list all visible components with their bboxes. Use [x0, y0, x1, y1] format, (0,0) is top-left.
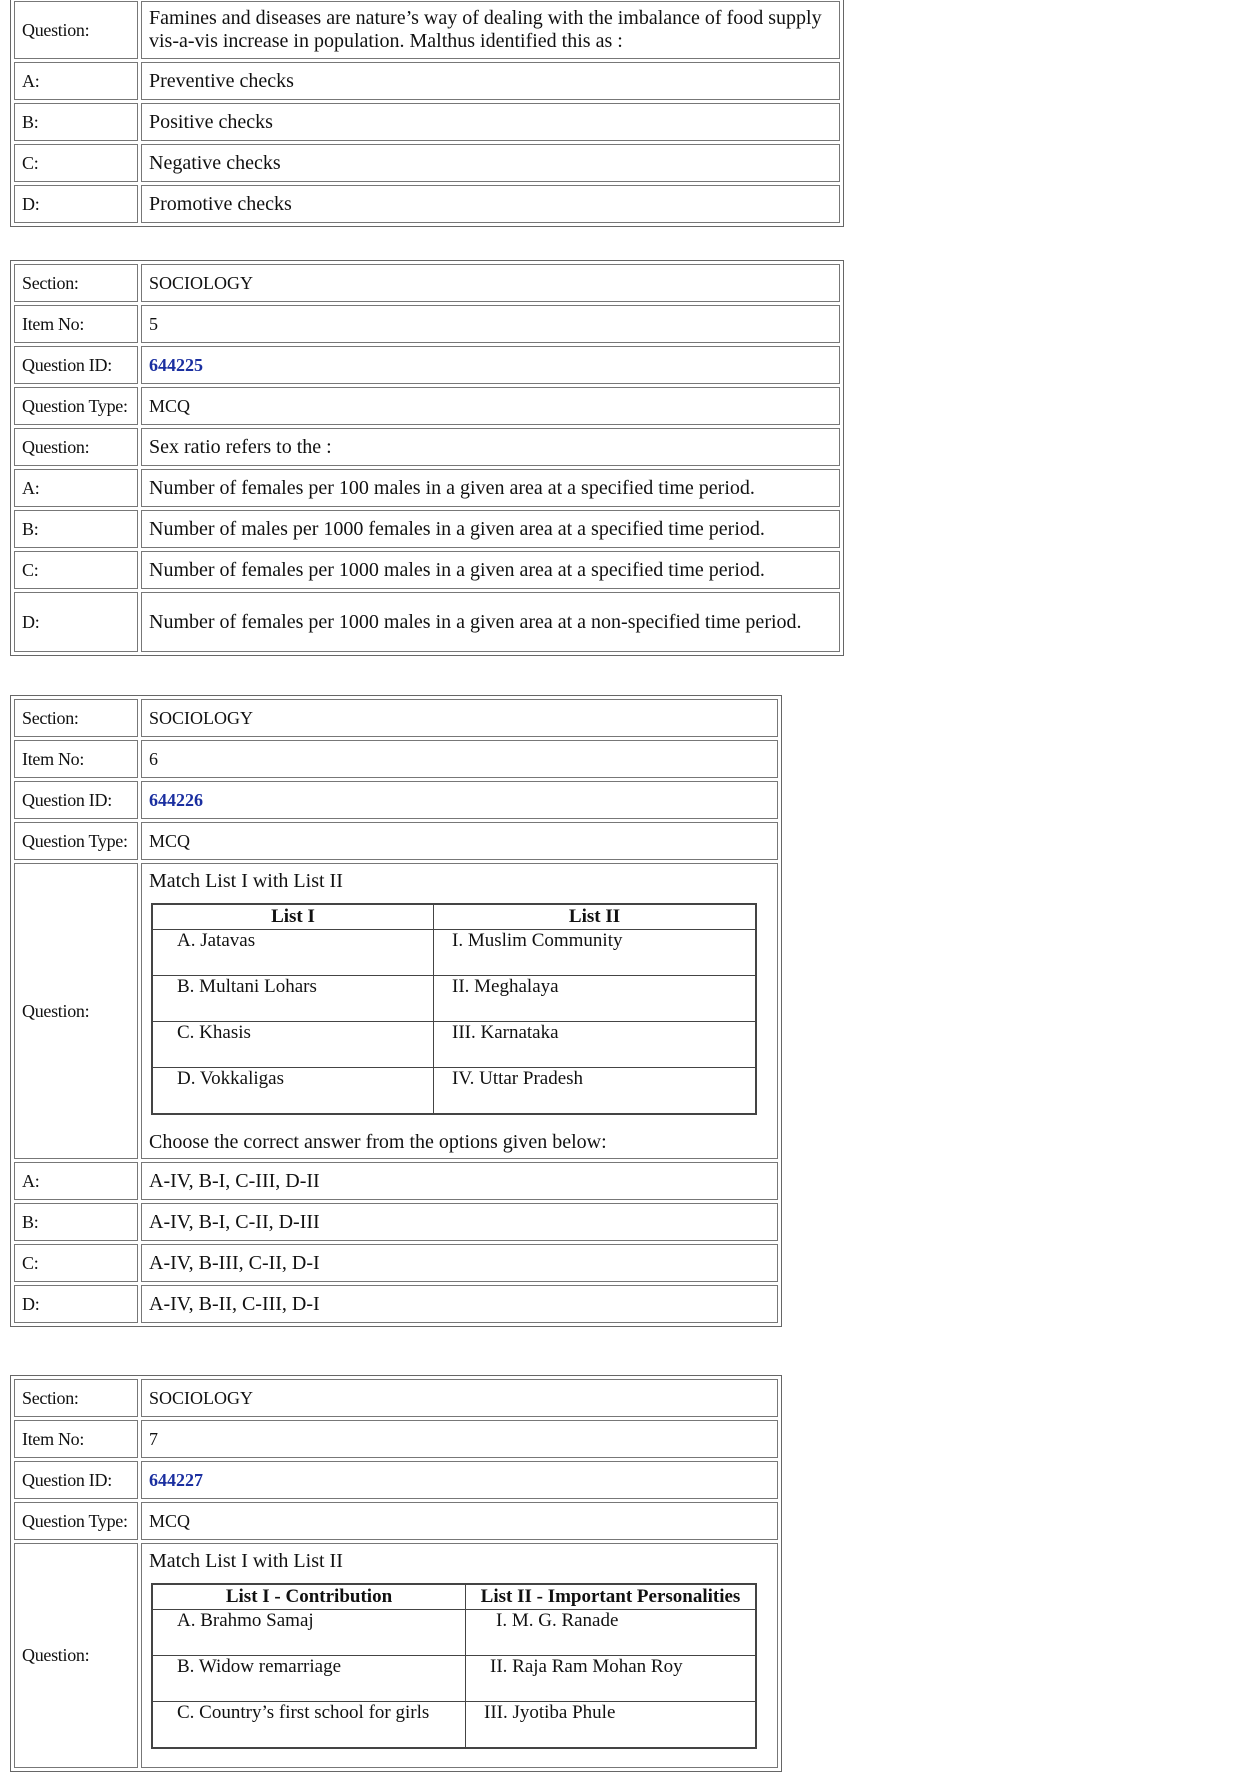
question-type-label: Question Type:: [14, 1502, 138, 1540]
question-block-5: [10, 260, 844, 656]
list-i-cell: A. Brahmo Samaj: [152, 1610, 466, 1656]
option-b-text: A-IV, B-I, C-II, D-III: [141, 1203, 778, 1241]
question-type-value: MCQ: [141, 822, 778, 860]
item-no-value: 7: [141, 1420, 778, 1458]
section-label: Section:: [14, 699, 138, 737]
option-b-label: B:: [14, 103, 138, 141]
question-outro: Choose the correct answer from the options given below:: [149, 1131, 607, 1153]
table-row: [152, 1702, 756, 1749]
option-a-text: Preventive checks: [141, 62, 840, 100]
option-b-label: B:: [14, 1203, 138, 1241]
question-id-label: Question ID:: [14, 781, 138, 819]
list-ii-cell: I. M. G. Ranade: [466, 1610, 757, 1656]
option-b-label: B:: [14, 510, 138, 548]
list-ii-cell: I. Muslim Community: [434, 930, 757, 976]
question-body: [141, 863, 778, 1159]
section-value: SOCIOLOGY: [141, 1379, 778, 1417]
option-c-text: Number of females per 1000 males in a given area at a specified time period.: [141, 551, 840, 589]
item-no-label: Item No:: [14, 305, 138, 343]
list-i-cell: A. Jatavas: [152, 930, 434, 976]
item-no-value: 5: [141, 305, 840, 343]
question-type-value: MCQ: [141, 1502, 778, 1540]
item-no-value: 6: [141, 740, 778, 778]
option-c-label: C:: [14, 551, 138, 589]
option-d-text: Number of females per 1000 males in a given area at a non-specified time period.: [141, 592, 840, 652]
question-text: Famines and diseases are nature’s way of dealing with the imbalance of food supply vis-a-vis increase in population. Malthus identified this as :: [141, 1, 840, 59]
question-id-value: 644226: [141, 781, 778, 819]
list-ii-cell: IV. Uttar Pradesh: [434, 1068, 757, 1115]
table-row: [152, 1068, 756, 1115]
option-a-text: Number of females per 100 males in a given area at a specified time period.: [141, 469, 840, 507]
question-block-4: [10, 0, 844, 227]
option-a-label: A:: [14, 1162, 138, 1200]
question-type-value: MCQ: [141, 387, 840, 425]
option-d-text: A-IV, B-II, C-III, D-I: [141, 1285, 778, 1323]
list-i-cell: B. Widow remarriage: [152, 1656, 466, 1702]
question-block-7: [10, 1375, 782, 1772]
option-a-text: A-IV, B-I, C-III, D-II: [141, 1162, 778, 1200]
list-ii-header: List II - Important Personalities: [466, 1584, 757, 1610]
list-i-cell: C. Khasis: [152, 1022, 434, 1068]
question-label: Question:: [14, 428, 138, 466]
list-i-cell: B. Multani Lohars: [152, 976, 434, 1022]
item-no-label: Item No:: [14, 1420, 138, 1458]
question-id-value: 644227: [141, 1461, 778, 1499]
list-i-cell: C. Country’s first school for girls: [152, 1702, 466, 1749]
option-c-text: Negative checks: [141, 144, 840, 182]
question-intro: Match List I with List II: [149, 1550, 343, 1572]
list-i-header: List I: [152, 904, 434, 930]
option-b-text: Number of males per 1000 females in a given area at a specified time period.: [141, 510, 840, 548]
option-c-text: A-IV, B-III, C-II, D-I: [141, 1244, 778, 1282]
option-d-label: D:: [14, 1285, 138, 1323]
question-label: Question:: [14, 1, 138, 59]
option-d-label: D:: [14, 592, 138, 652]
question-label: Question:: [14, 863, 138, 1159]
list-i-cell: D. Vokkaligas: [152, 1068, 434, 1115]
question-type-label: Question Type:: [14, 387, 138, 425]
option-c-label: C:: [14, 1244, 138, 1282]
option-c-label: C:: [14, 144, 138, 182]
option-b-text: Positive checks: [141, 103, 840, 141]
question-id-value: 644225: [141, 346, 840, 384]
match-table: [151, 903, 757, 1115]
list-ii-header: List II: [434, 904, 757, 930]
section-label: Section:: [14, 264, 138, 302]
question-label: Question:: [14, 1543, 138, 1768]
section-label: Section:: [14, 1379, 138, 1417]
item-no-label: Item No:: [14, 740, 138, 778]
option-a-label: A:: [14, 469, 138, 507]
option-d-text: Promotive checks: [141, 185, 840, 223]
question-text: Sex ratio refers to the :: [141, 428, 840, 466]
question-id-label: Question ID:: [14, 346, 138, 384]
list-ii-cell: III. Jyotiba Phule: [466, 1702, 757, 1749]
table-row: [152, 1022, 756, 1068]
option-a-label: A:: [14, 62, 138, 100]
table-row: [152, 1610, 756, 1656]
table-row: [152, 976, 756, 1022]
section-value: SOCIOLOGY: [141, 699, 778, 737]
question-type-label: Question Type:: [14, 822, 138, 860]
question-block-6: [10, 695, 782, 1327]
list-ii-cell: II. Meghalaya: [434, 976, 757, 1022]
list-ii-cell: III. Karnataka: [434, 1022, 757, 1068]
match-table: [151, 1583, 757, 1749]
question-body: [141, 1543, 778, 1768]
list-i-header: List I - Contribution: [152, 1584, 466, 1610]
question-intro: Match List I with List II: [149, 870, 343, 892]
option-d-label: D:: [14, 185, 138, 223]
table-row: [152, 930, 756, 976]
list-ii-cell: II. Raja Ram Mohan Roy: [466, 1656, 757, 1702]
table-row: [152, 1656, 756, 1702]
question-id-label: Question ID:: [14, 1461, 138, 1499]
section-value: SOCIOLOGY: [141, 264, 840, 302]
